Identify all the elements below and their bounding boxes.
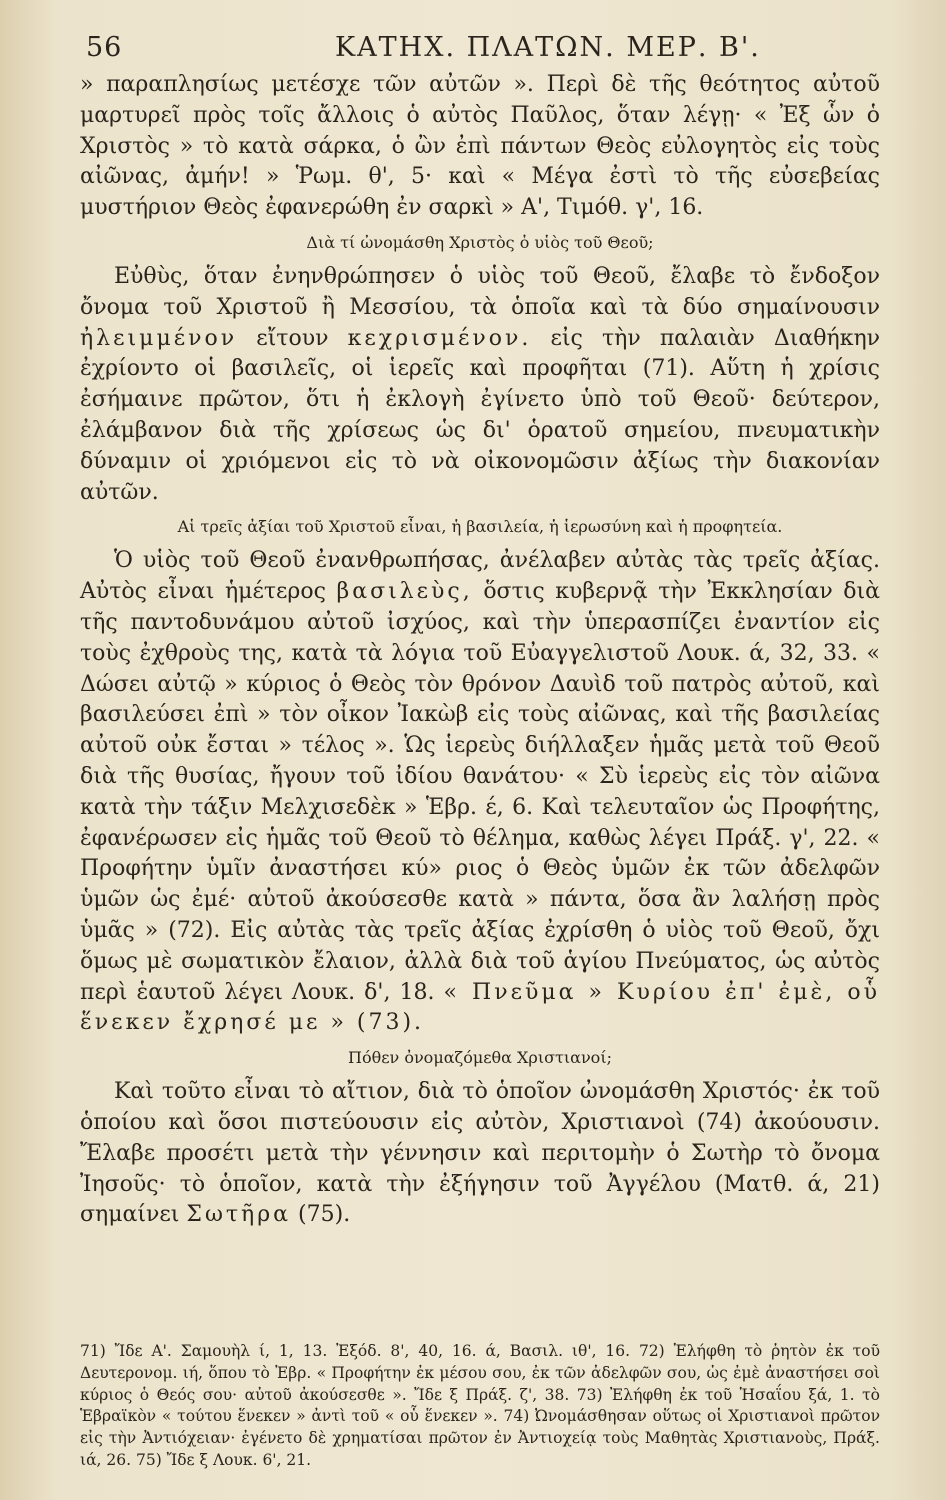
spaced-term: ἠλειμμένον — [80, 325, 238, 351]
section-heading-christians: Πόθεν ὀνομαζόμεθα Χριστιανοί; — [348, 1048, 612, 1068]
running-title: ΚΑΤΗΧ. ΠΛΑΤΩΝ. ΜΕΡ. Β'. — [335, 32, 761, 63]
section-heading-three-offices: Αἱ τρεῖς ἀξίαι τοῦ Χριστοῦ εἶναι, ἡ βασιλεία, ἡ ἱερωσύνη καὶ ἡ προφητεία. — [177, 517, 783, 537]
text-run: Ὁ υἱὸς τοῦ Θεοῦ ἐνανθρωπήσας, ἀνέλαβεν αὐτὰς τὰς τρεῖς ἀξίας. Αὐτὸς εἶναι ἡμέτερος — [80, 548, 880, 605]
text-run: (75). — [298, 1202, 351, 1228]
section-paragraph-three-offices — [80, 546, 880, 1039]
section-heading-christ-name: Διὰ τί ὠνομάσθη Χριστὸς ὁ υἱὸς τοῦ Θεοῦ; — [306, 232, 654, 252]
spaced-term: κεχρισμένον. — [347, 325, 532, 351]
spaced-term: Σωτῆρα — [186, 1202, 292, 1228]
spaced-term: « Πνεῦμα » Κυρίου ἐπ' ἐμὲ, οὗ ἕνεκεν ἔχρησέ με » (73). — [80, 979, 880, 1036]
text-run: εἴτουν — [256, 325, 329, 351]
footnotes: 71) Ἴδε Α'. Σαμουὴλ ί, 1, 13. Ἐξόδ. 8', 40, 16. ά, Βασιλ. ιθ', 16. 72) Ἐλήφθη τὸ ῥητὸν ἐκ τοῦ Δευτερονομ. ιή, ὅπου τὸ Ἑβρ. « Προφήτην ἐκ μέσου σου, ἐκ τῶν ἀδελφῶν σου, ὡς ἐμὲ ἀναστήσει σοὶ κύριος ὁ Θεός σου· αὐτοῦ ἀκούσεσθε ». Ἴδε ξ Πράξ. ζ', 38. 73) Ἐλήφθη ἐκ τοῦ Ἡσαΐου ξά, 1. τὸ Ἑβραϊκὸν « τούτου ἕνεκεν » ἀντὶ τοῦ « οὗ ἕνεκεν ». 74) Ὠνομάσθησαν οὕτως οἱ Χριστιανοὶ πρῶτον εἰς τὴν Ἀντιόχειαν· ἐγένετο δὲ χρηματίσαι πρῶτον ἐν Ἀντιοχείᾳ τοὺς Μαθητὰς Χριστιανοὺς, Πράξ. ιά, 26. 75) Ἴδε ξ Λουκ. 6', 21. — [80, 1342, 880, 1469]
spaced-term: βασιλεὺς, — [336, 579, 473, 605]
section-paragraph-christ-name — [80, 262, 880, 508]
blank-space — [80, 1231, 880, 1341]
text-run: ὅστις κυβερνᾷ τὴν Ἐκκλησίαν διὰ τῆς παντοδυνάμου αὐτοῦ ἰσχύος, καὶ τὴν ὑπερασπίζει ἐναντίον εἰς τοὺς ἐχθροὺς της, κατὰ τὰ λόγια τοῦ Εὐαγγελιστοῦ Λουκ. ά, 32, 33. « Δώσει αὐτῷ » κύριος ὁ Θεὸς τὸν θρόνον Δαυὶδ τοῦ πατρὸς αὐτοῦ, καὶ βασιλεύσει ἐπὶ » τὸν οἶκον Ἰακὼβ εἰς τοὺς αἰῶνας, καὶ τῆς βασιλείας αὐτοῦ οὐκ ἔσται » τέλος ». Ὡς ἱερεὺς διήλλαξεν ἡμᾶς μετὰ τοῦ Θεοῦ διὰ τῆς θυσίας, ἤγουν τοῦ ἰδίου θανάτου· « Σὺ ἱερεὺς εἰς τὸν αἰῶνα κατὰ τὴν τάξιν Μελχισεδὲκ » Ἑβρ. έ, 6. Καὶ τελευταῖον ὡς Προφήτης, ἐφανέρωσεν εἰς ἡμᾶς τοῦ Θεοῦ τὸ θέλημα, καθὼς λέγει Πράξ. γ', 22. « Προφήτην ὑμῖν ἀναστήσει κύ» ριος ὁ Θεὸς ὑμῶν ἐκ τῶν ἀδελφῶν ὑμῶν ὡς ἐμέ· αὐτοῦ ἀκούσεσθε κατὰ » πάντα, ὅσα ἂν λαλήσῃ πρὸς ὑμᾶς » (72). Εἰς αὐτὰς τὰς τρεῖς ἀξίας ἐχρίσθη ὁ υἱὸς τοῦ Θεοῦ, ὄχι ὅμως μὲ σωματικὸν ἔλαιον, ἀλλὰ διὰ τοῦ ἁγίου Πνεύματος, ὡς αὐτὸς περὶ ἑαυτοῦ λέγει Λουκ. δ', 18. — [80, 579, 881, 1005]
opening-paragraph: » παραπλησίως μετέσχε τῶν αὐτῶν ». Περὶ δὲ τῆς θεότητος αὐτοῦ μαρτυρεῖ πρὸς τοῖς ἄλλοις ὁ αὐτὸς Παῦλος, ὅταν λέγῃ· « Ἐξ ὧν ὁ Χριστὸς » τὸ κατὰ σάρκα, ὁ ὢν ἐπὶ πάντων Θεὸς εὐλογητὸς εἰς τοὺς αἰῶνας, ἀμήν! » Ῥωμ. θ', 5· καὶ « Μέγα ἐστὶ τὸ τῆς εὐσεβείας μυστήριον Θεὸς ἐφανερώθη ἐν σαρκὶ » Α', Τιμόθ. γ', 16. — [80, 72, 880, 221]
section-paragraph-christians — [80, 1077, 880, 1231]
text-run: εἰς τὴν παλαιὰν Διαθήκην ἐχρίοντο οἱ βασιλεῖς, οἱ ἱερεῖς καὶ προφῆται (71). Αὕτη ἡ χρίσις ἐσήμαινε πρῶτον, ὅτι ἡ ἐκλογὴ ἐγίνετο ὑπὸ τοῦ Θεοῦ· δεύτερον, ἐλάμβανον διὰ τῆς χρίσεως ὡς δι' ὁρατοῦ σημείου, πνευματικὴν δύναμιν οἱ χριόμενοι εἰς τὸ νὰ οἰκονομῶσιν ἀξίως τὴν διακονίαν αὐτῶν. — [80, 325, 881, 505]
text-run: Καὶ τοῦτο εἶναι τὸ αἴτιον, διὰ τὸ ὁποῖον ὠνομάσθη Χριστός· ἐκ τοῦ ὁποίου καὶ ὅσοι πιστεύουσιν εἰς αὐτὸν, Χριστιανοὶ (74) ἀκούουσιν. Ἔλαβε προσέτι μετὰ τὴν γέννησιν καὶ περιτομὴν ὁ Σωτὴρ τὸ ὄνομα Ἰησοῦς· τὸ ὁποῖον, κατὰ τὴν ἐξήγησιν τοῦ Ἀγγέλου (Ματθ. ά, 21) σημαίνει — [80, 1079, 880, 1228]
page-number: 56 — [86, 32, 123, 63]
page-header — [80, 30, 880, 70]
text-run: Εὐθὺς, ὅταν ἐνηνθρώπησεν ὁ υἱὸς τοῦ Θεοῦ, ἔλαβε τὸ ἔνδοξον ὄνομα τοῦ Χριστοῦ ἢ Μεσσίου, τὰ ὁποῖα καὶ τὰ δύο σημαίνουσιν — [80, 263, 880, 320]
